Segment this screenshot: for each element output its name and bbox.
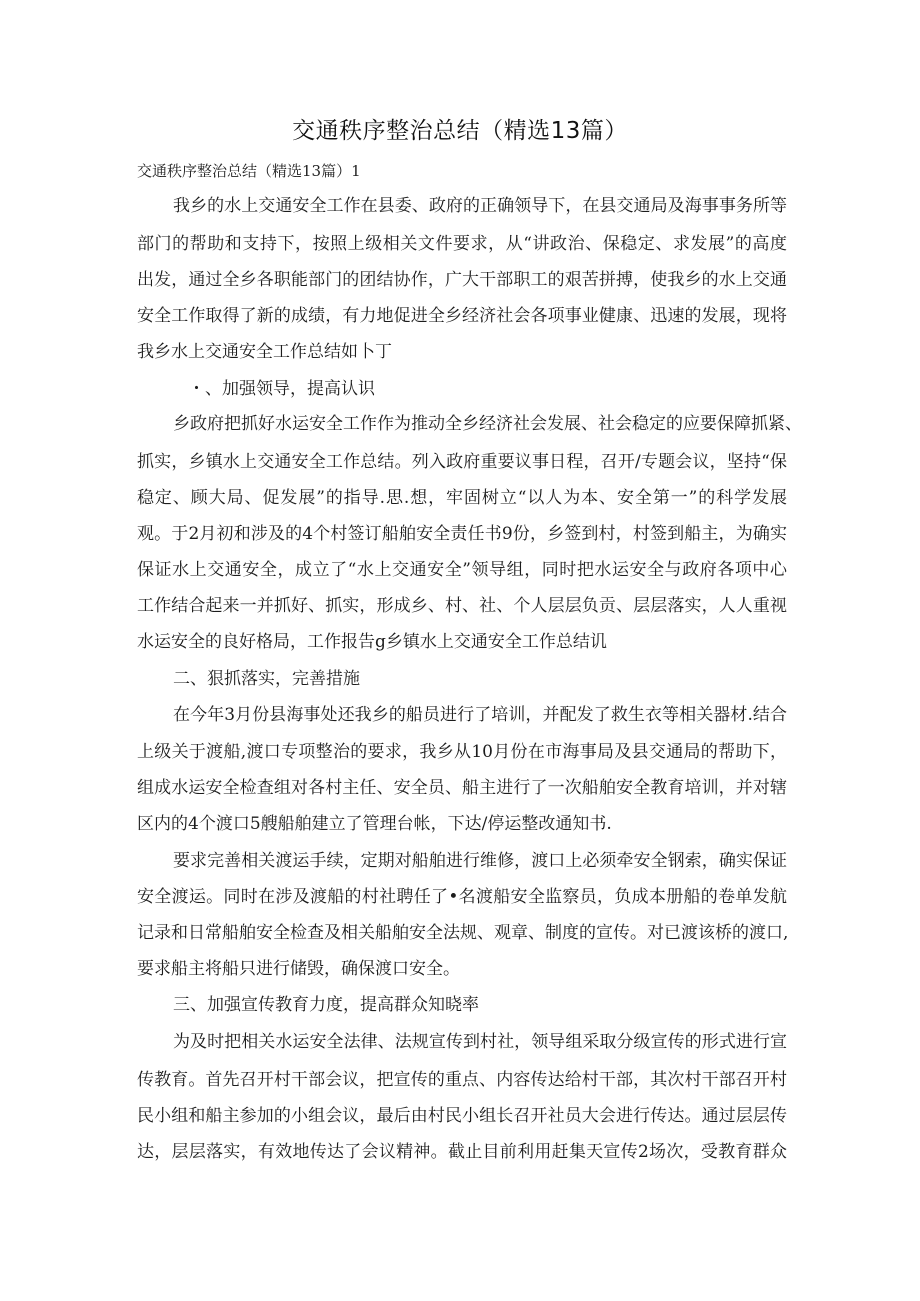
paragraph-line: 乡政府把抓好水运安全工作作为推动全乡经济社会发展、社会稳定的应要保障抓紧、	[173, 414, 802, 434]
paragraph-line: 安全工作取得了新的成绩，有力地促进全乡经济社会各项事业健康、迅速的发展，现将	[137, 306, 787, 326]
paragraph-line: 要求完善相关渡运手续，定期对船舶进行维修，渡口上必须牵安全钢索，确实保证	[173, 851, 787, 871]
paragraph-line: 为及时把相关水运安全法律、法规宣传到村社，领导组采取分级宣传的形式进行宣	[173, 1032, 787, 1052]
paragraph-line: 部门的帮助和支持下，按照上级相关文件要求，从“讲政治、保稳定、求发展”的高度	[137, 234, 787, 254]
paragraph-line: 区内的4个渡口5艘船舶建立了管理台帐，下达/停运整改通知书.	[137, 814, 612, 834]
paragraph-line: 我乡的水上交通安全工作在县委、政府的正确领导下，在县交通局及海事事务所等	[173, 196, 787, 216]
paragraph-line: 观。于2月初和涉及的4个村签订船舶安全责任书9份，乡签到村，村签到船主，为确实	[137, 524, 787, 544]
paragraph-line: 在今年3月份县海事处还我乡的船员进行了培训，并配发了救生衣等相关器材.结合	[173, 705, 787, 725]
paragraph-line: 安全渡运。同时在涉及渡船的村社聘任了•名渡船安全监察员，负成本册船的卷单发航	[137, 887, 787, 907]
paragraph-line: 出发，通过全乡各职能部门的团结协作，广大干部职工的艰苦拼搏，使我乡的水上交通	[137, 270, 787, 290]
paragraph-line: 水运安全的良好格局，工作报告g乡镇水上交通安全工作总结讥	[137, 632, 607, 652]
paragraph-line: 工作结合起来一并抓好、抓实，形成乡、村、社、个人层层负贡、层层落实，人人重视	[137, 596, 787, 616]
paragraph-line: 上级关于渡船,渡口专项整治的要求，我乡从10月份在市海事局及县交通局的帮助下，	[137, 742, 787, 762]
paragraph-line: 我乡水上交通安全工作总结如卜丁	[137, 342, 392, 362]
document-title: 交通秩序整治总结（精选13篇）	[292, 118, 628, 144]
document-subtitle: 交通秩序整治总结（精选13篇）1	[137, 162, 361, 180]
paragraph-line: 民小组和船主参加的小组会议，最后由村民小组长召开社员大会进行传达。通过层层传	[137, 1106, 787, 1126]
paragraph-line: 达，层层落实，有效地传达了会议精神。截止目前利用赶集天宣传2场次，受教育群众	[137, 1142, 787, 1162]
section-heading: ・、加强领导，提高认识	[188, 379, 375, 399]
section-heading: 二、狠抓落实，完善措施	[173, 669, 360, 689]
paragraph-line: 抓实，乡镇水上交通安全工作总结。列入政府重要议事日程，召开/专题会议，坚持“保	[137, 452, 787, 472]
section-heading: 三、加强宣传教育力度，提高群众知晓率	[173, 995, 479, 1015]
paragraph-line: 要求船主将船只进行储毁，确保渡口安全。	[137, 959, 460, 979]
paragraph-line: 保证水上交通安全，成立了“水上交通安全”领导组，同时把水运安全与政府各项中心	[137, 560, 787, 580]
paragraph-line: 稳定、顾大局、促发展”的指导.思.想，牢固树立“以人为本、安全第一”的科学发展	[137, 488, 787, 508]
paragraph-line: 记录和日常船舶安全检查及相关船舶安全法规、观章、制度的宣传。对已渡该桥的渡口,	[137, 923, 789, 943]
paragraph-line: 组成水运安全检查组对各村主任、安全员、船主进行了一次船舶安全教育培训，并对辖	[137, 778, 787, 798]
paragraph-line: 传教育。首先召开村干部会议，把宣传的重点、内容传达给村干部，其次村干部召开村	[137, 1070, 787, 1090]
